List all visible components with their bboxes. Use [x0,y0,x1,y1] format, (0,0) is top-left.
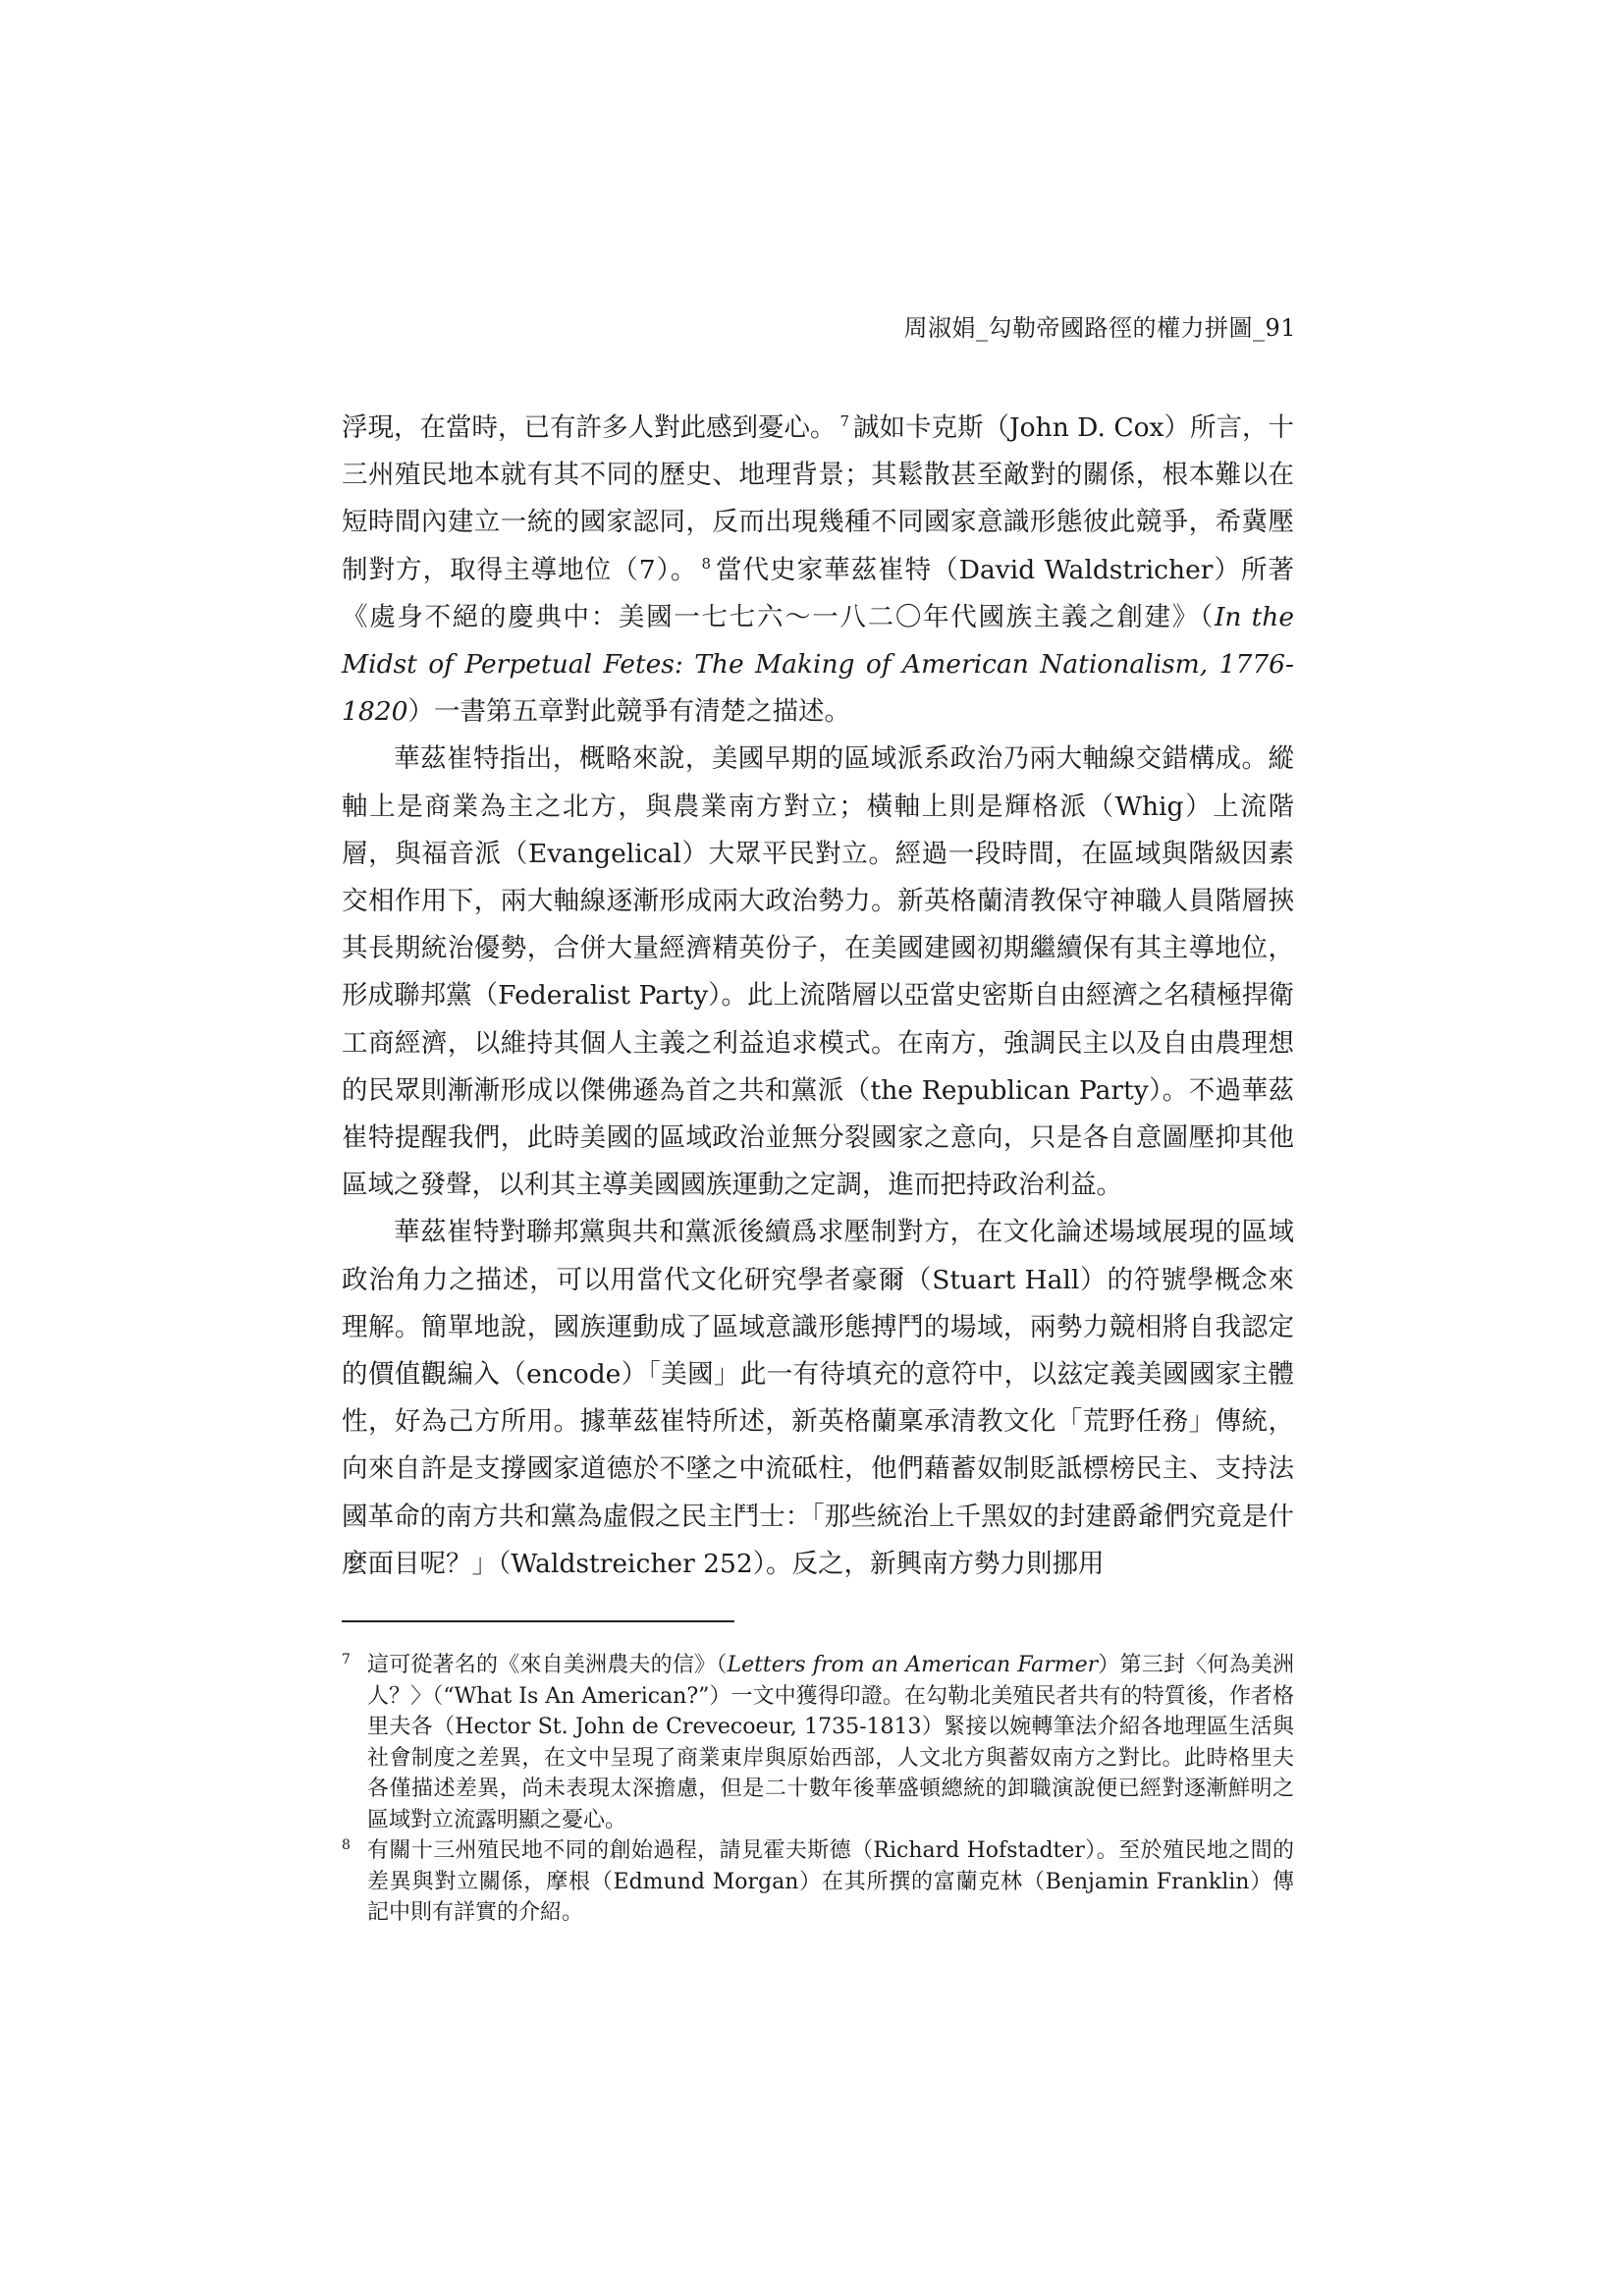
paragraph-1 [342,405,1294,736]
footnote-7 [342,1650,1294,1835]
footnote-8-mark: 8 [342,1837,351,1853]
paragraph-1-part-c: 當代史家華茲崔特（David Waldstricher）所著《處身不絕的慶典中：美國一七七六～一八二〇年代國族主義之創建》（ [342,554,1294,632]
footnote-7-mark: 7 [342,1652,351,1667]
paragraph-1-part-d: ）一書第五章對此競爭有清楚之描述。 [407,696,850,728]
footnotes [342,1650,1294,1929]
running-header: 周淑娟_勾勒帝國路徑的權力拼圖_91 [903,314,1296,342]
footnote-8-text: 有關十三州殖民地不同的創始過程，請見霍夫斯德（Richard Hofstadter）。至於殖民地之間的差異與對立關係，摩根（Edmund Morgan）在其所撰的富蘭克林（Benjamin Franklin）傳記中則有詳實的介紹。 [367,1838,1294,1925]
footnote-divider [342,1620,734,1622]
paragraph-3: 華茲崔特對聯邦黨與共和黨派後續爲求壓制對方，在文化論述場域展現的區域政治角力之描述，可以用當代文化研究學者豪爾（Stuart Hall）的符號學概念來理解。簡單地說，國族運動成了區域意識形態搏鬥的場域，兩勢力競相將自我認定的價值觀編入（encode）「美國」此一有待填充的意符中，以玆定義美國國家主體性，好為己方所用。據華茲崔特所述，新英格蘭稟承清教文化「荒野任務」傳統，向來自許是支撐國家道德於不墜之中流砥柱，他們藉蓄奴制貶詆標榜民主、支持法國革命的南方共和黨為虛假之民主鬥士：「那些統治上千黑奴的封建爵爺們究竟是什麼面目呢？」（Waldstreicher 252）。反之，新興南方勢力則挪用 [342,1217,1294,1579]
footnote-ref-8[interactable]: 8 [701,554,711,573]
main-text [342,405,1294,1588]
paragraph-2: 華茲崔特指出，概略來說，美國早期的區域派系政治乃兩大軸線交錯構成。縱軸上是商業為主之北方，與農業南方對立；橫軸上則是輝格派（Whig）上流階層，與福音派（Evangelical）大眾平民對立。經過一段時間，在區域與階級因素交相作用下，兩大軸線逐漸形成兩大政治勢力。新英格蘭清教保守神職人員階層挾其長期統治優勢，合併大量經濟精英份子，在美國建國初期繼續保有其主導地位，形成聯邦黨（Federalist Party）。此上流階層以亞當史密斯自由經濟之名積極捍衛工商經濟，以維持其個人主義之利益追求模式。在南方，強調民主以及自由農理想的民眾則漸漸形成以傑佛遜為首之共和黨派（the Republican Party）。不過華茲崔特提醒我們，此時美國的區域政治並無分裂國家之意向，只是各自意圖壓抑其他區域之發聲，以利其主導美國國族運動之定調，進而把持政治利益。 [342,743,1294,1201]
book-title-english: In the Midst of Perpetual Fetes: The Making of American Nationalism, 1776-1820 [342,601,1295,728]
paragraph-1-part-a: 浮現，在當時，已有許多人對此感到憂心。 [342,412,837,443]
footnote-7-part-b: ）第三封〈何為美洲人？〉（“What Is An American?”）一文中獲得印證。在勾勒北美殖民者共有的特質後，作者格里夫各（Hector St. John de Crevecoeur, 1735-1813）緊接以婉轉筆法介紹各地理區生活與社會制度之差異，在文中呈現了商業東岸與原始西部，人文北方與蓄奴南方之對比。此時格里夫各僅描述差異，尚未表現太深擔慮，但是二十數年後華盛頓總統的卸職演說便已經對逐漸鮮明之區域對立流露明顯之憂心。 [367,1653,1294,1832]
paragraph-1-part-b: 誠如卡克斯（John D. Cox）所言，十三州殖民地本就有其不同的歷史、地理背景；其鬆散甚至敵對的關係，根本難以在短時間內建立一統的國家認同，反而出現幾種不同國家意識形態彼此競爭，希冀壓制對方，取得主導地位（7）。 [342,412,1295,585]
footnote-8 [342,1835,1294,1929]
footnote-ref-7[interactable]: 7 [839,412,850,431]
footnote-7-book-title: Letters from an American Farmer [727,1653,1099,1677]
footnote-7-part-a: 這可從著名的《來自美洲農夫的信》（ [367,1653,728,1677]
